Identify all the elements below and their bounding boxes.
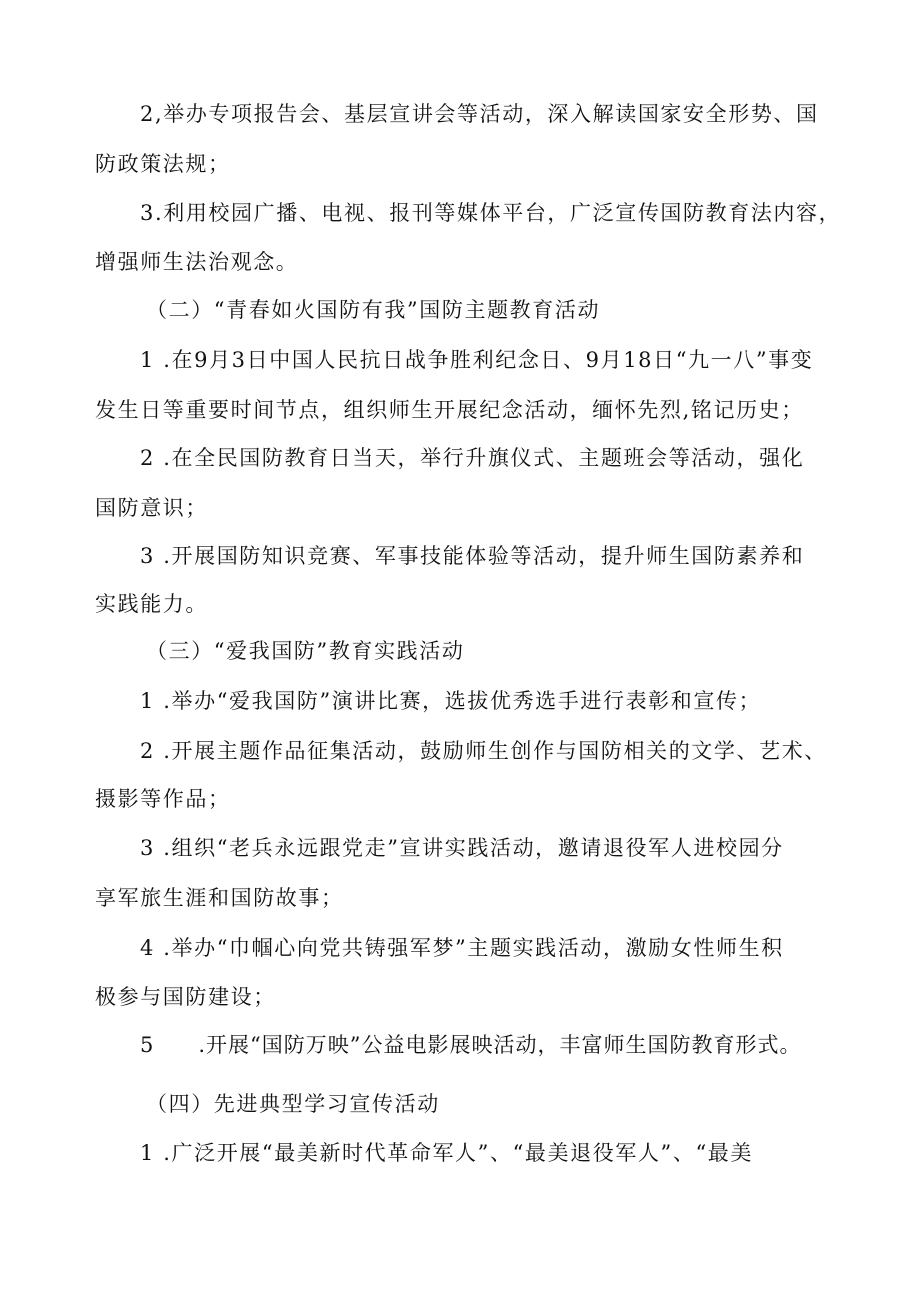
text-line: 发生日等重要时间节点，组织师生开展纪念活动，缅怀先烈,铭记历史； bbox=[95, 398, 804, 422]
text-line: 1 .举办“爱我国防”演讲比赛，选拔优秀选手进行表彰和宣传； bbox=[140, 689, 762, 713]
text-line: 1 .广泛开展“最美新时代革命军人”、“最美退役军人”、“最美 bbox=[140, 1141, 753, 1165]
text-line: 享军旅生涯和国防故事； bbox=[95, 886, 344, 910]
text-line: 3 .组织“老兵永远跟党走”宣讲实践活动，邀请退役军人进校园分 bbox=[140, 836, 784, 860]
text-line: 4 .举办“巾帼心向党共铸强军梦”主题实践活动，激励女性师生积 bbox=[140, 936, 784, 960]
text-line: 摄影等作品； bbox=[95, 787, 231, 811]
section-heading: （四）先进典型学习宣传活动 bbox=[146, 1092, 440, 1116]
text-line: 2 .在全民国防教育日当天，举行升旗仪式、主题班会等活动，强化 bbox=[140, 446, 805, 470]
section-heading: （三）“爱我国防”教育实践活动 bbox=[146, 639, 465, 663]
text-line: 2 .开展主题作品征集活动，鼓励师生创作与国防相关的文学、艺术、 bbox=[140, 739, 827, 763]
text-line: 3 .开展国防知识竞赛、军事技能体验等活动，提升师生国防素养和 bbox=[140, 544, 805, 568]
text-line: 防政策法规； bbox=[95, 152, 231, 176]
text-line: 极参与国防建设； bbox=[95, 985, 276, 1009]
text-line: 1 .在9月3日中国人民抗日战争胜利纪念日、9月18日“九一八”事变 bbox=[140, 348, 814, 372]
text-line: 增强师生法治观念。 bbox=[95, 250, 299, 274]
text-line: 2,举办专项报告会、基层宣讲会等活动，深入解读国家安全形势、国 bbox=[140, 102, 819, 126]
text-line: 国防意识； bbox=[95, 496, 208, 520]
text-line: 3.利用校园广播、电视、报刊等媒体平台，广泛宣传国防教育法内容， bbox=[140, 201, 842, 225]
text-line: 实践能力。 bbox=[95, 592, 208, 616]
section-heading: （二）“青春如火国防有我”国防主题教育活动 bbox=[146, 298, 601, 322]
text-line: 5 .开展“国防万映”公益电影展映活动，丰富师生国防教育形式。 bbox=[140, 1033, 802, 1057]
